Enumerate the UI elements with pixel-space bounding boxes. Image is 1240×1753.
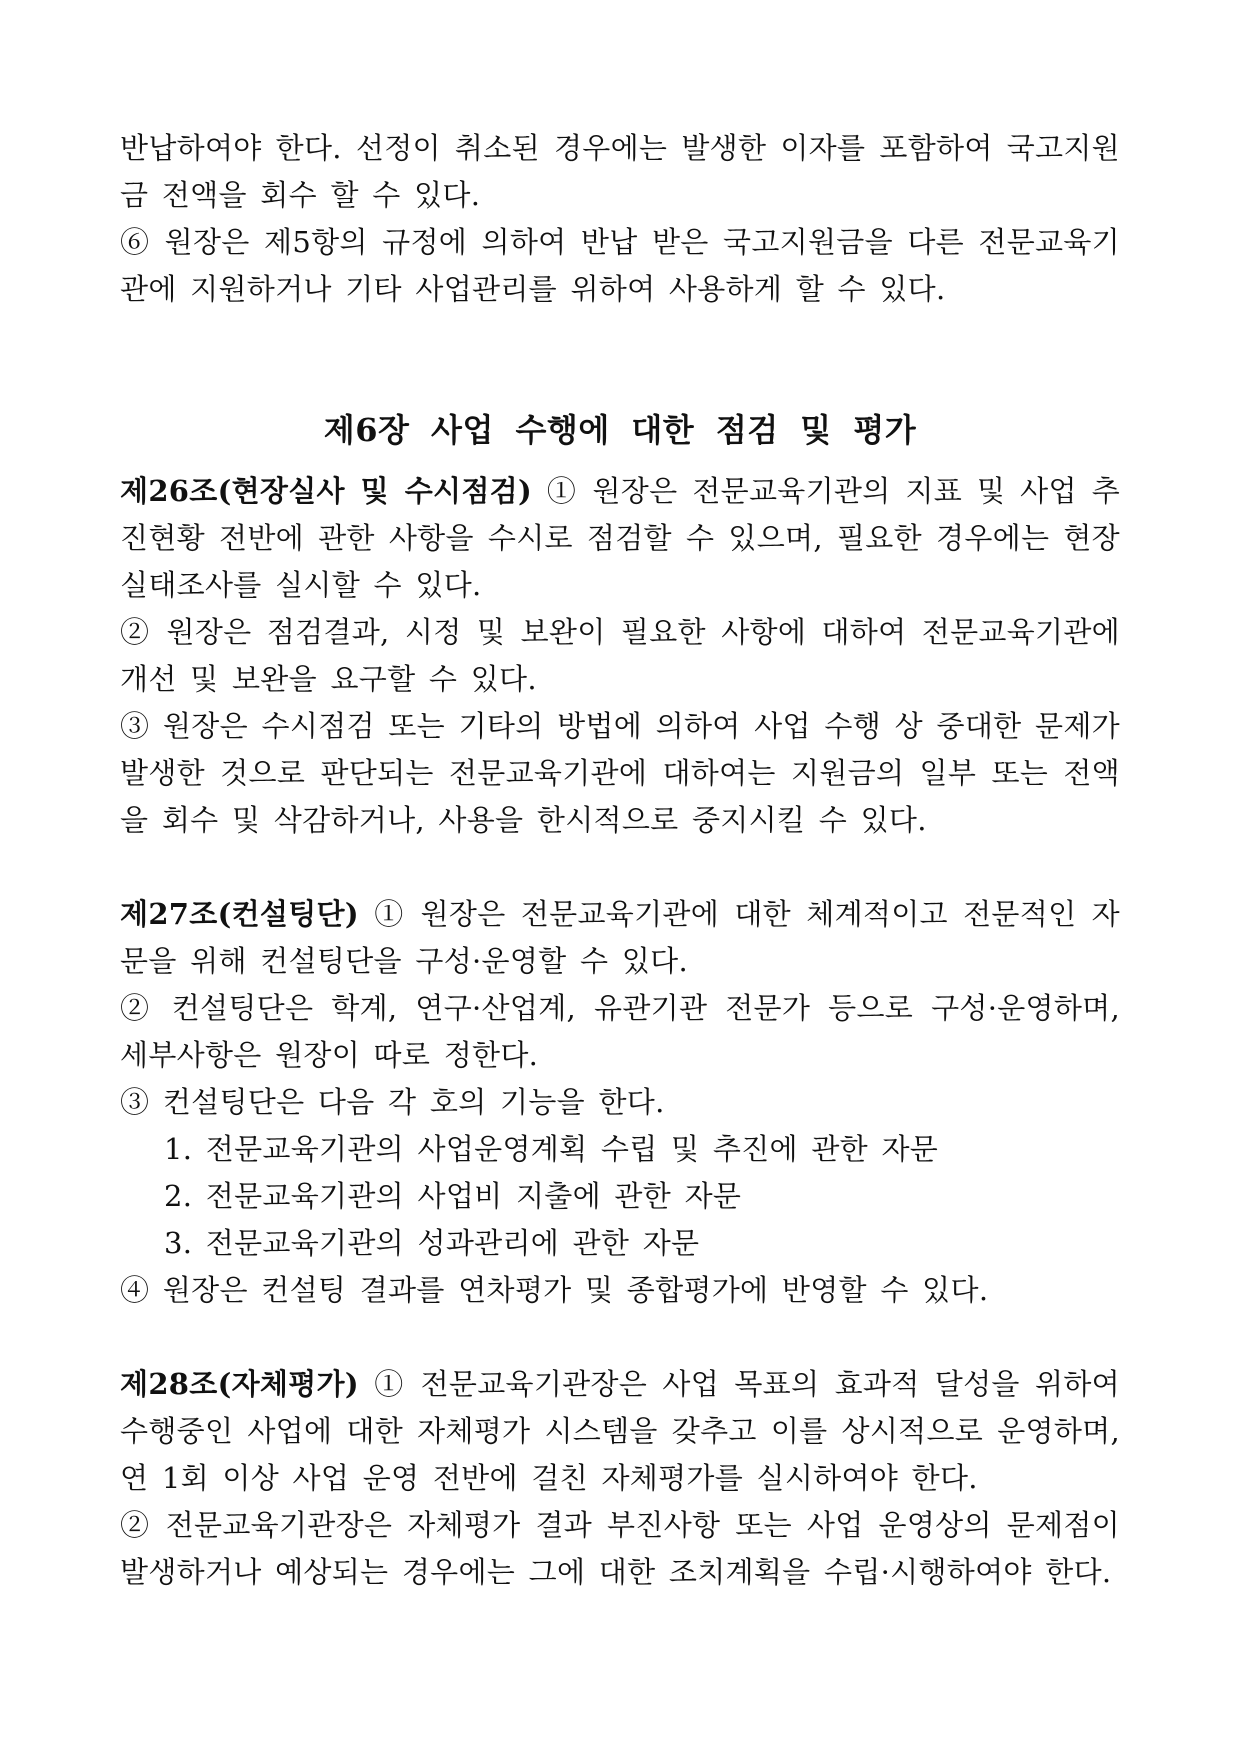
article-27-paragraph-4: ④ 원장은 컨설팅 결과를 연차평가 및 종합평가에 반영할 수 있다.	[120, 1273, 989, 1307]
document-page	[120, 125, 1120, 1596]
article-27-item-3: 3. 전문교육기관의 성과관리에 관한 자문	[164, 1226, 700, 1260]
article-26-paragraph-1	[120, 468, 1120, 609]
article-27	[120, 891, 1120, 1314]
article-27-text-1: ① 원장은 전문교육기관에 대한 체계적이고 전문적인 자문을 위해 컨설팅단을 구성·운영할 수 있다.	[120, 897, 1120, 978]
article-28-text-1: ① 전문교육기관장은 사업 목표의 효과적 달성을 위하여 수행중인 사업에 대한 자체평가 시스템을 갖추고 이를 상시적으로 운영하며, 연 1회 이상 사업 운영 전반에 걸친 자체평가를 실시하여야 한다.	[120, 1367, 1120, 1495]
article-26-text-1: ① 원장은 전문교육기관의 지표 및 사업 추진현황 전반에 관한 사항을 수시로 점검할 수 있으며, 필요한 경우에는 현장 실태조사를 실시할 수 있다.	[120, 474, 1121, 602]
article-27-paragraph-2: ② 컨설팅단은 학계, 연구·산업계, 유관기관 전문가 등으로 구성·운영하며, 세부사항은 원장이 따로 정한다.	[120, 991, 1120, 1072]
article-28	[120, 1361, 1120, 1596]
continuation-paragraph: 반납하여야 한다. 선정이 취소된 경우에는 발생한 이자를 포함하여 국고지원금 전액을 회수 할 수 있다.	[120, 131, 1120, 212]
article-27-paragraph-1	[120, 891, 1120, 985]
article-27-paragraph-3: ③ 컨설팅단은 다음 각 호의 기능을 한다.	[120, 1085, 665, 1119]
article-26	[120, 468, 1120, 844]
article-28-paragraph-1	[120, 1361, 1120, 1502]
article-28-title: 제28조(자체평가)	[120, 1367, 359, 1401]
article-28-paragraph-2: ② 전문교육기관장은 자체평가 결과 부진사항 또는 사업 운영상의 문제점이 발생하거나 예상되는 경우에는 그에 대한 조치계획을 수립·시행하여야 한다.	[120, 1508, 1120, 1589]
article-26-paragraph-3: ③ 원장은 수시점검 또는 기타의 방법에 의하여 사업 수행 상 중대한 문제가 발생한 것으로 판단되는 전문교육기관에 대하여는 지원금의 일부 또는 전액을 회수 및 삭감하거나, 사용을 한시적으로 중지시킬 수 있다.	[120, 709, 1120, 837]
article-27-title: 제27조(컨설팅단)	[120, 897, 359, 931]
chapter-title: 제6장 사업 수행에 대한 점검 및 평가	[323, 411, 917, 449]
paragraph-6: ⑥ 원장은 제5항의 규정에 의하여 반납 받은 국고지원금을 다른 전문교육기관에 지원하거나 기타 사업관리를 위하여 사용하게 할 수 있다.	[120, 225, 1120, 306]
article-27-item-2: 2. 전문교육기관의 사업비 지출에 관한 자문	[164, 1179, 742, 1213]
article-27-item-1: 1. 전문교육기관의 사업운영계획 수립 및 추진에 관한 자문	[164, 1132, 939, 1166]
article-26-paragraph-2: ② 원장은 점검결과, 시정 및 보완이 필요한 사항에 대하여 전문교육기관에 개선 및 보완을 요구할 수 있다.	[120, 615, 1120, 696]
article-26-title: 제26조(현장실사 및 수시점검)	[120, 474, 533, 508]
